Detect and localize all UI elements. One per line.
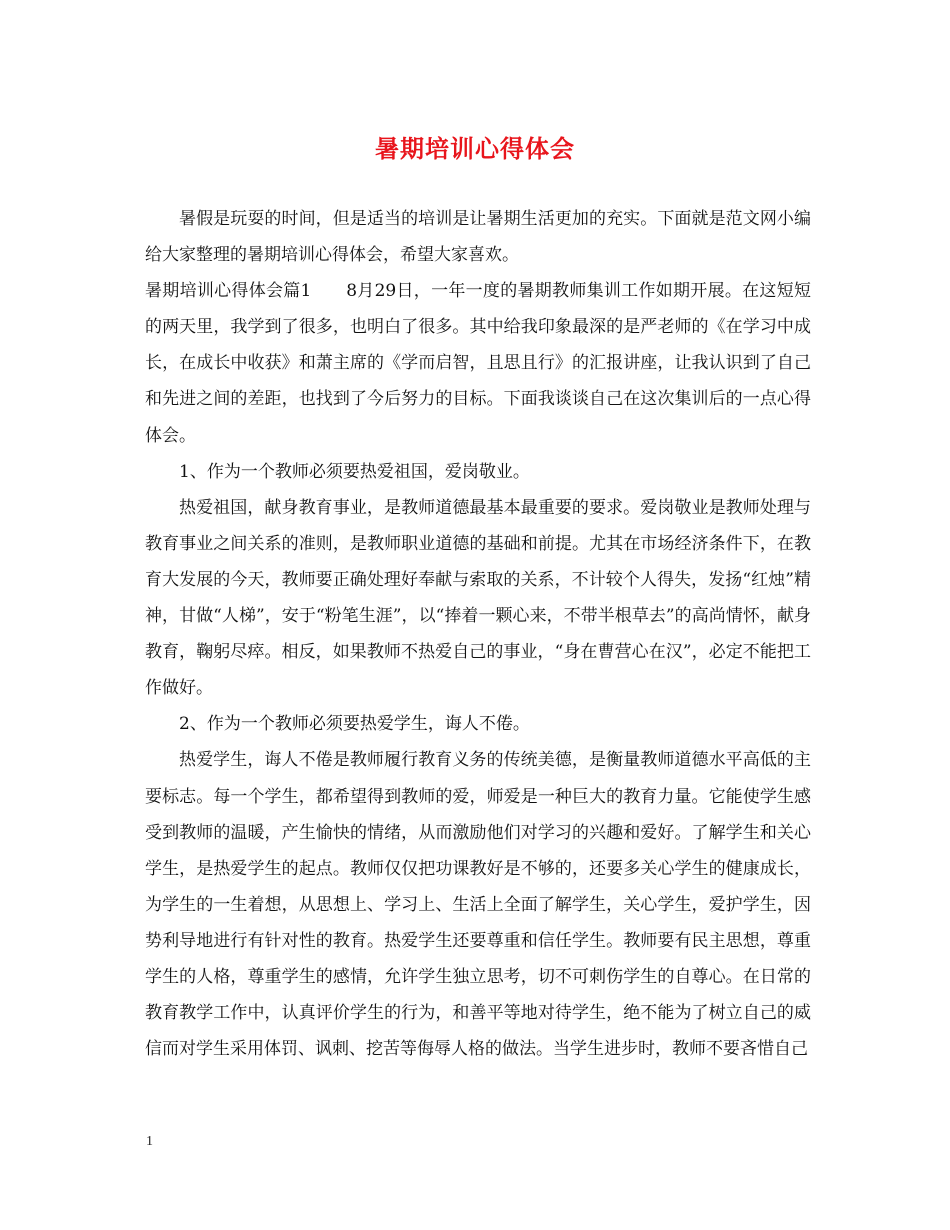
document-body [145, 201, 811, 1067]
paragraph-heading-2: 2、作为一个教师必须要热爱学生，诲人不倦。 [179, 714, 530, 735]
paragraph-intro: 暑假是玩耍的时间，但是适当的培训是让暑期生活更加的充实。下面就是范文网小编给大家整理的暑期培训心得体会，希望大家喜欢。 [145, 209, 811, 266]
paragraph-love-students: 热爱学生，诲人不倦是教师履行教育义务的传统美德，是衡量教师道德水平高低的主要标志。每一个学生，都希望得到教师的爱，师爱是一种巨大的教育力量。它能使学生感受到教师的温暖，产生愉快的情绪，从而激励他们对学习的兴趣和爱好。了解学生和关心学生，是热爱学生的起点。教师仅仅把功课教好是不够的，还要多关心学生的健康成长，为学生的一生着想，从思想上、学习上、生活上全面了解学生，关心学生，爱护学生，因势利导地进行有针对性的教育。热爱学生还要尊重和信任学生。教师要有民主思想，尊重学生的人格，尊重学生的感情，允许学生独立思考，切不可刺伤学生的自尊心。在日常的教育教学工作中，认真评价学生的行为，和善平等地对待学生，绝不能为了树立自己的威信而对学生采用体罚、讽刺、挖苦等侮辱人格的做法。当学生进步时，教师不要吝惜自己 [145, 750, 811, 1060]
page-number: 1 [146, 1134, 153, 1149]
paragraph-article-1: 暑期培训心得体会篇1 8月29日，一年一度的暑期教师集训工作如期开展。在这短短的两天里，我学到了很多，也明白了很多。其中给我印象最深的是严老师的《在学习中成长，在成长中收获》和萧主席的《学而启智，且思且行》的汇报讲座，让我认识到了自己和先进之间的差距，也找到了今后努力的目标。下面我谈谈自己在这次集训后的一点心得体会。 [145, 281, 811, 446]
document-title: 暑期培训心得体会 [375, 134, 575, 163]
paragraph-love-country: 热爱祖国，献身教育事业，是教师道德最基本最重要的要求。爱岗敬业是教师处理与教育事业之间关系的准则，是教师职业道德的基础和前提。尤其在市场经济条件下，在教育大发展的今天，教师要正确处理好奉献与索取的关系，不计较个人得失，发扬“红烛”精神，甘做“人梯”，安于“粉笔生涯”，以“捧着一颗心来，不带半根草去”的高尚情怀，献身教育，鞠躬尽瘁。相反，如果教师不热爱自己的事业，“身在曹营心在汉”，必定不能把工作做好。 [145, 497, 811, 699]
paragraph-heading-1: 1、作为一个教师必须要热爱祖国，爱岗敬业。 [179, 461, 530, 482]
